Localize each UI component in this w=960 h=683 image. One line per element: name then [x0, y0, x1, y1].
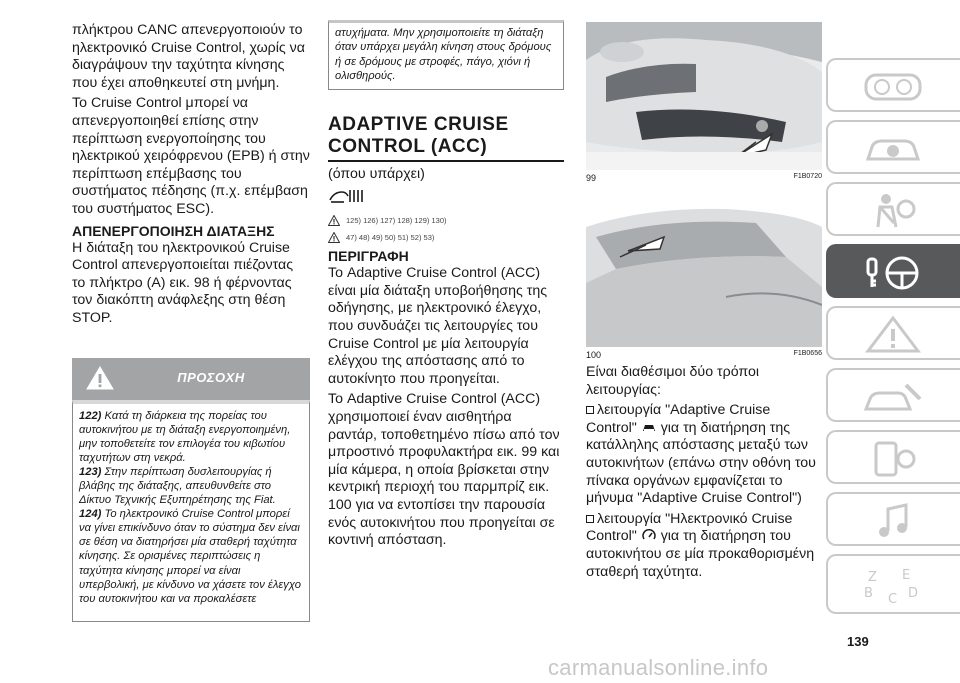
tab-car-info[interactable]: [826, 120, 960, 174]
paragraph-acc-sensors: Το Adaptive Cruise Control (ACC) χρησιμοποιεί έναν αισθητήρα ραντάρ, τοποθετημένο πίσω από τον μπροστινό προφυλακτήρα εικ. 99 και μία κάμερα, η οποία βρίσκεται στην κεντρική περιοχή του παρμπρίζ εικ. 100 για να εντοπίσει την παρουσία ενός αυτοκινήτου που προηγείται σε κοντινή απόσταση.: [328, 391, 560, 549]
warning-note: 124) Το ηλεκτρονικό Cruise Control μπορεί να γίνει επικίνδυνο όταν το σύστημα δεν είναι σε θέση να διατηρήσει μία σταθερή ταχύτητα κίνησης. Σε ορισμένες περιπτώσεις η ταχύτητα κίνησης μπορεί να είναι υπερβολική, με κίνδυνο να χάσετε τον έλεγχο του αυτοκινήτου και να προκαλέσετε: [79, 508, 301, 605]
dashboard-icon: [862, 67, 924, 107]
paragraph-deactivation: Η διάταξη του ηλεκτρονικού Cruise Control απενεργοποιείται πιέζοντας το πλήκτρο (A) εικ. 98 ή φέρνοντας τον διακόπτη ανάφλεξης στη θέση STOP.: [72, 239, 294, 326]
title-underline: [328, 160, 564, 162]
car-front-bumper-image: [586, 22, 822, 170]
seatbelt-airbag-icon: [862, 191, 924, 231]
tab-maintenance[interactable]: [826, 430, 960, 484]
warning-note: 122) Κατά τη διάρκεια της πορείας του αυτοκινήτου με τη διάταξη ενεργοποιημένη, μην τοποθετείτε τον επιλογέα του κιβωτίου ταχυτήτων στη νεκρά.: [79, 409, 291, 464]
warning-continuation-box: ατυχήματα. Μην χρησιμοποιείτε τη διάταξη όταν υπάρχει μεγάλη κίνηση στους δρόμους ή σε δρόμους με στροφές, πάγο, χιόνι ή ολισθηρούς.: [328, 20, 564, 90]
svg-text:B: B: [864, 586, 873, 601]
heading-deactivation: ΑΠΕΝΕΡΓΟΠΟΙΗΣΗ ΔΙΑΤΑΞΗΣ: [72, 222, 275, 239]
column-left: [72, 22, 310, 622]
svg-text:C: C: [888, 592, 898, 607]
music-note-icon: [862, 501, 924, 541]
section-title: ADAPTIVE CRUISE CONTROL (ACC): [328, 113, 509, 157]
figure-caption-99: 99 F1B0720: [586, 173, 822, 183]
tab-safety[interactable]: [826, 182, 960, 236]
column-right: [586, 22, 822, 584]
heading-description: ΠΕΡΙΓΡΑΦΗ: [328, 248, 409, 265]
warning-references: 125) 126) 127) 128) 129) 130): [328, 213, 564, 227]
acc-symbol-icon: [328, 186, 368, 206]
paragraph-acc-description: Το Adaptive Cruise Control (ACC) είναι μία διάταξη υποβοήθησης της οδήγησης, με ηλεκτρονικό έλεγχο, που συνδυάζει τις λειτουργίες του Cruise Control με μία λειτουργία ελέγχου της απόστασης από το αυτοκίνητο που προηγείται.: [328, 265, 548, 387]
key-steering-icon: [862, 253, 924, 293]
caution-triangle-icon: [328, 232, 340, 243]
phone-icon: [862, 439, 924, 479]
attention-references: 47) 48) 49) 50) 51) 52) 53): [328, 230, 564, 244]
paragraph-epb: Το Cruise Control μπορεί να απενεργοποιηθεί επίσης στην περίπτωση ενεργοποίησης του ηλεκτρικού χειρόφρενου (EPB) ή στην περίπτωση επέμβασης του συστήματος πέδησης (π.χ. επέμβαση του συστήματος ESC).: [72, 95, 310, 217]
warning-note: 123) Στην περίπτωση δυσλειτουργίας ή βλάβης της διάταξης, απευθυνθείτε στο Δίκτυο Τεχνικής Εξυπηρέτησης της Fiat.: [79, 465, 276, 507]
availability-note: (όπου υπάρχει): [328, 165, 425, 182]
page-number: 139: [847, 634, 869, 649]
svg-text:D: D: [908, 586, 919, 601]
paragraph-modes-intro: Είναι διαθέσιμοι δύο τρόποι λειτουργίας:: [586, 364, 760, 398]
figure-radar-bumper: [586, 22, 822, 170]
warning-triangle-icon: [328, 215, 340, 226]
svg-text:Z: Z: [868, 570, 877, 585]
svg-text:E: E: [902, 568, 911, 583]
index-letters-icon: [862, 563, 924, 609]
figure-caption-100: 100 F1B0656: [586, 350, 822, 360]
car-windshield-image: [586, 187, 822, 347]
warning-title: ΠΡΟΣΟΧΗ: [177, 369, 245, 385]
column-middle: [328, 22, 564, 553]
car-info-icon: [862, 129, 924, 169]
cruise-control-icon: [641, 529, 657, 541]
tab-emergency[interactable]: [826, 368, 960, 422]
acc-distance-icon: [641, 421, 657, 433]
tab-index[interactable]: [826, 554, 960, 614]
car-tool-icon: [862, 377, 924, 417]
tab-multimedia[interactable]: [826, 492, 960, 546]
bullet-square-icon: [586, 515, 594, 523]
bullet-square-icon: [586, 406, 594, 414]
tab-driving[interactable]: [826, 244, 960, 298]
warning-triangle-icon: [862, 315, 924, 355]
list-item-acc-mode: λειτουργία "Adaptive Cruise Control" για τη διατήρηση της κατάλληλης απόστασης μεταξύ των αυτοκινήτων (επάνω στην οθόνη του πίνακα οργάνων εμφανίζεται το μήνυμα "Adaptive Cruise Control"): [586, 402, 816, 507]
warning-header: [72, 358, 310, 400]
list-item-cruise-mode: λειτουργία "Ηλεκτρονικό Cruise Control" για τη διατήρηση του αυτοκινήτου σε μία προκαθορισμένη σταθερή ταχύτητα.: [586, 510, 815, 580]
warning-box: [72, 400, 310, 622]
watermark: carmanualsonline.info: [548, 655, 769, 680]
tab-warnings[interactable]: [826, 306, 960, 360]
figure-windshield-camera: [586, 187, 822, 347]
tab-dashboard[interactable]: [826, 58, 960, 112]
paragraph-cancel: πλήκτρου CANC απενεργοποιούν το ηλεκτρονικό Cruise Control, χωρίς να διαγράψουν την ταχύτητα κίνησης που έχει αποθηκευτεί στη μνήμη.: [72, 22, 305, 91]
